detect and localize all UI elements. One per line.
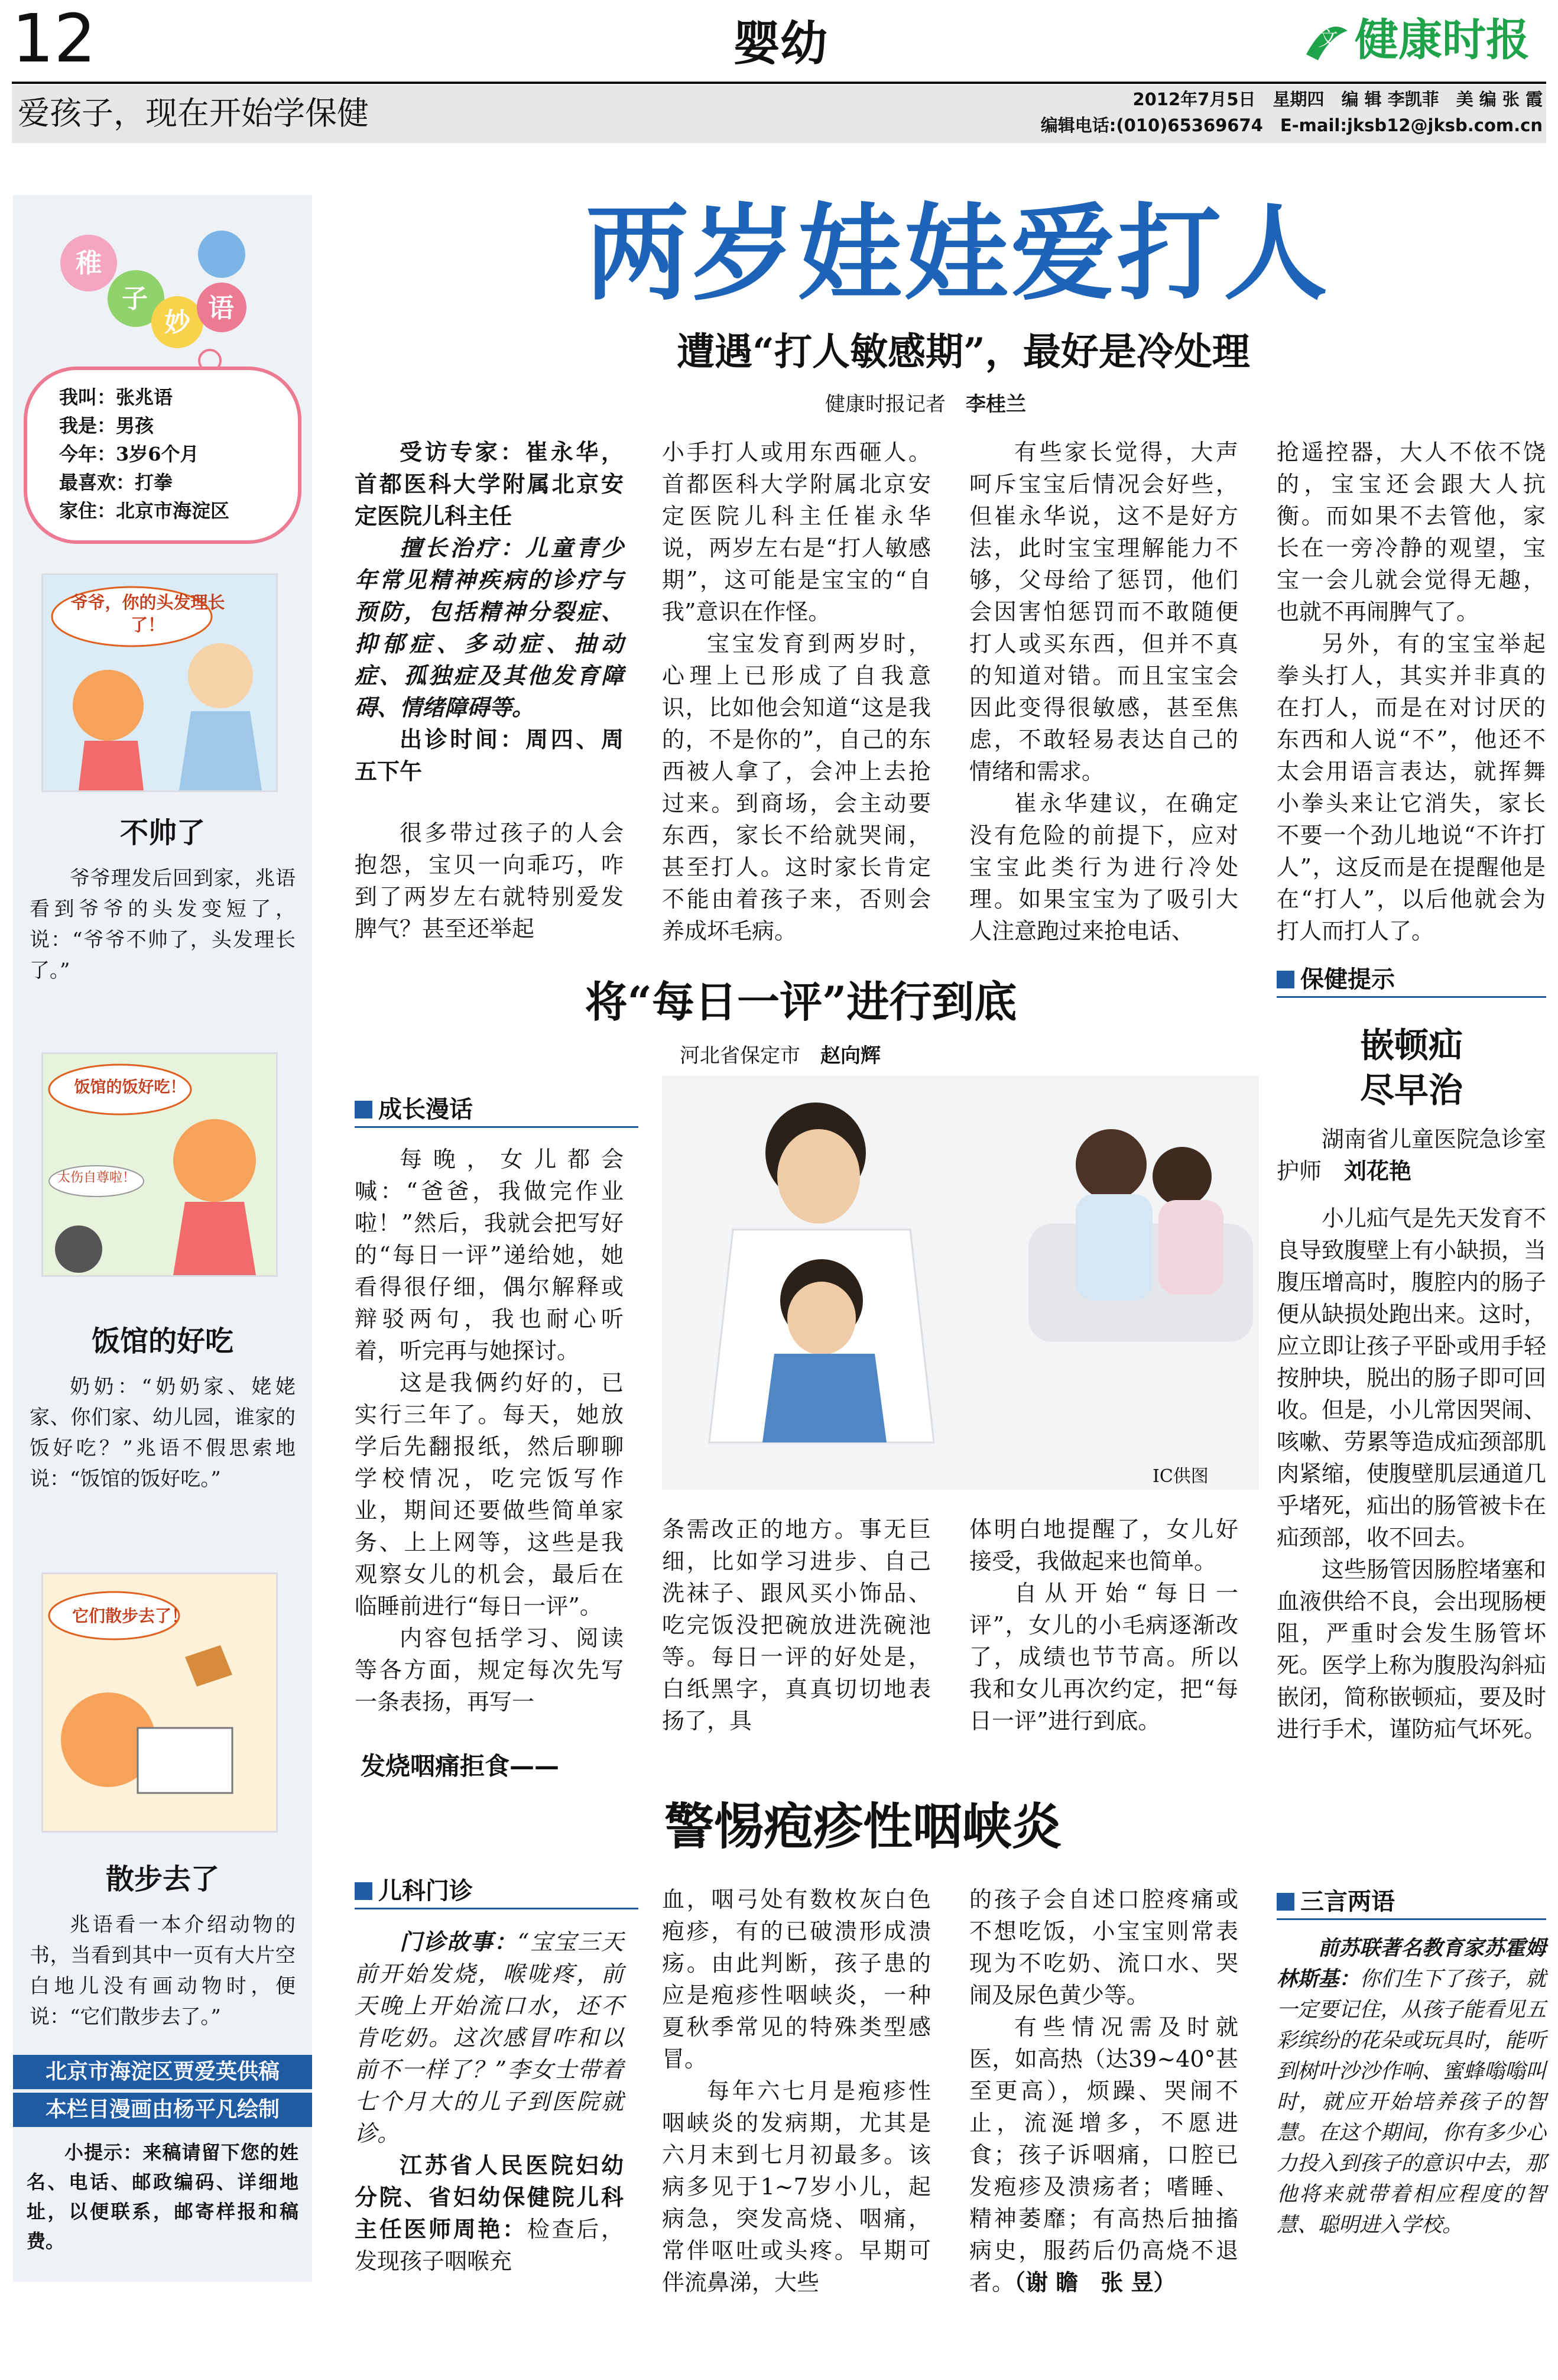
cartoon-title: 不帅了 [119, 816, 205, 849]
section-label: 成长漫话 [355, 1094, 638, 1128]
sidebar-logo [53, 219, 254, 384]
profile-line: 我是：男孩 [59, 414, 154, 437]
article-column [355, 1143, 624, 1718]
section-square-icon [1277, 971, 1294, 988]
paragraph: 有些家长觉得，大声呵斥宝宝后情况会好些，但崔永华说，这不是好方法，此时宝宝理解能力不够，父母给了惩罚，他们会因害怕惩罚而不敢随便打人或买东西，但并不真的知道对错。而且宝宝会因此变得很敏感，甚至焦虑，不敢轻易表达自己的情绪和需求。 [969, 439, 1238, 784]
page-number: 12 [12, 1, 96, 77]
expert-info: 受访专家：崔永华，首都医科大学附属北京安定医院儿科主任 [355, 439, 624, 529]
newspaper-logo [1300, 13, 1549, 67]
cartoon-title: 散步去了 [105, 1863, 219, 1896]
cartoon-bubble: 爷爷，你的头发理长了！ [70, 592, 225, 635]
profile-line: 家住：北京市海淀区 [59, 500, 230, 522]
byline [680, 1042, 881, 1070]
article-column [355, 436, 624, 945]
byline-label: 健康时报记者 [825, 393, 946, 416]
family-reading-photo-icon [662, 1076, 1259, 1490]
section-label: 三言两语 [1277, 1886, 1546, 1920]
paragraph: 小儿疝气是先天发育不良导致腹壁上有小缺损，当腹压增高时，腹腔内的肠子便从缺损处跑出来。这时，应立即让孩子平卧或用手轻按肿块，脱出的肠子即可回收。但是，小儿常因哭闹、咳嗽、劳累等造成疝颈部肌肉紧缩，使腹壁肌层通道几乎堵死，疝出的肠管被卡在疝颈部，收不回去。 [1277, 1205, 1547, 1551]
cartoon-bubble: 它们散步去了！ [72, 1606, 188, 1626]
cartoon-caption: 兆语看一本介绍动物的书，当看到其中一页有大片空白地儿没有画动物时，便说：“它们散步去了。” [30, 1913, 296, 2029]
logo-char-3: 妙 [164, 307, 190, 338]
paragraph: 崔永华建议，在确定没有危险的前提下，应对宝宝此类行为进行冷处理。如果宝宝为了吸引大人注意跑过来抢电话、 [969, 790, 1238, 944]
article-column [662, 1883, 931, 2298]
article-title: 将“每日一评”进行到底 [585, 977, 1017, 1027]
slogan: 爱孩子，现在开始学保健 [18, 95, 369, 132]
paragraph: 宝宝发育到两岁时，心理上已形成了自我意识，比如他会知道“这是我的，不是你的”，自己的东西被人拿了，会冲上去抢过来。到商场，会主动要东西，家长不给就哭闹，甚至打人。这时家长肯定不能由着孩子来，否则会养成坏毛病。 [662, 631, 931, 944]
paragraph: 江苏省人民医院妇幼分院、省妇幼保健院儿科主任医师周艳：检查后，发现孩子咽喉充 [355, 2152, 624, 2274]
article-photo [662, 1076, 1259, 1490]
section-square-icon [355, 1101, 372, 1118]
paragraph: 自从开始“每日一评”，女儿的小毛病逐渐改了，成绩也节节高。所以我和女儿再次约定，把“每日一评”进行到底。 [969, 1580, 1238, 1734]
byline-name: 李桂兰 [966, 393, 1026, 416]
paragraph: 内容包括学习、阅读等各方面，规定每次先写一条表扬，再写一 [355, 1625, 624, 1715]
credit-bar: 本栏目漫画由杨平凡绘制 [13, 2093, 312, 2127]
logo-char-1: 稚 [76, 248, 102, 278]
paragraph: 有些情况需及时就医，如高热（达39~40°甚至更高），烦躁、哭闹不止，流涎增多，不愿进食；孩子诉咽痛，口腔已发疱疹及溃疡者；嗜睡、精神萎靡；有高热后抽搐病史，服药后仍高烧不退者。（谢 瞻 张 昱） [969, 2014, 1238, 2295]
byline: 湖南省儿童医院急诊室护师 刘花艳 [1277, 1126, 1547, 1184]
article-column [355, 1926, 624, 2277]
section-title: 婴幼 [733, 16, 827, 71]
cartoon-bubble-small: 太伤自尊啦！ [57, 1170, 135, 1185]
section-label: 保健提示 [1277, 964, 1546, 998]
paragraph: 每晚，女儿都会喊：“爸爸，我做完作业啦！”然后，我就会把写好的“每日一评”递给她，她看得很仔细，偶尔解释或辩驳两句，我也耐心听着，听完再与她探讨。 [355, 1146, 624, 1364]
cartoon-caption: 奶奶：“奶奶家、姥姥家、你们家、幼儿园，谁家的饭好吃？”兆语不假思索地说：“饭馆的饭好吃。” [30, 1375, 296, 1491]
tip-title-line: 尽早治 [1359, 1070, 1463, 1110]
contact-line: 编辑电话:(010)65369674 E-mail:jksb12@jksb.com.cn [1040, 115, 1543, 135]
section-square-icon [355, 1882, 372, 1900]
logo-emblem-icon [1300, 13, 1353, 66]
section-label: 儿科门诊 [355, 1875, 638, 1909]
header-rule [12, 82, 1546, 84]
paragraph: 的孩子会自述口腔疼痛或不想吃饭，小宝宝则常表现为不吃奶、流口水、哭闹及尿色黄少等。 [969, 1886, 1238, 2008]
paragraph: 体明白地提醒了，女儿好接受，我做起来也简单。 [969, 1516, 1238, 1574]
logo-text: 健康时报 [1355, 15, 1530, 66]
cartoon-title: 饭馆的好吃 [91, 1325, 233, 1358]
photo-credit: IC供图 [1153, 1466, 1209, 1487]
paragraph: 血，咽弓处有数枚灰白色疱疹，有的已破溃形成溃疡。由此判断，孩子患的应是疱疹性咽峡炎，一种夏秋季常见的特殊类型感冒。 [662, 1886, 931, 2072]
byline [825, 390, 1026, 419]
profile-line: 最喜欢：打拳 [59, 471, 173, 494]
submission-tip: 小提示：来稿请留下您的姓名、电话、邮政编码、详细地址，以便联系，邮寄样报和稿费。 [27, 2141, 298, 2252]
article-column [969, 1513, 1238, 1737]
headline: 两岁娃娃爱打人 [585, 193, 1330, 314]
clinic-info: 出诊时间：周四、周五下午 [355, 726, 624, 784]
article-column [1277, 1123, 1546, 1745]
byline-name: 赵向辉 [820, 1044, 881, 1068]
profile-list [59, 383, 296, 525]
article-kicker: 发烧咽痛拒食—— [361, 1752, 560, 1781]
kids-say-logo-icon [53, 219, 254, 384]
tip-title [1277, 1023, 1546, 1113]
paragraph: 每年六七月是疱疹性咽峡炎的发病期，尤其是六月末到七月初最多。该病多见于1~7岁小儿，起病急，突发高烧、咽痛，常伴呕吐或头疼。早期可伴流鼻涕，大些 [662, 2078, 931, 2295]
article-column [1277, 1933, 1546, 2240]
subheadline: 遭遇“打人敏感期”，最好是冷处理 [677, 330, 1250, 374]
paragraph: 小手打人或用东西砸人。首都医科大学附属北京安定医院儿科主任崔永华说，两岁左右是“打人敏感期”，这可能是宝宝的“自我”意识在作怪。 [662, 439, 931, 625]
section-square-icon [1277, 1893, 1294, 1911]
byline-label: 河北省保定市 [680, 1044, 800, 1068]
logo-char-4: 语 [208, 293, 234, 323]
cartoon-caption: 爷爷理发后回到家，兆语看到爷爷的头发变短了，说：“爷爷不帅了，头发理长了。” [30, 867, 296, 983]
profile-line: 我叫：张兆语 [59, 386, 173, 408]
paragraph: 另外，有的宝宝举起拳头打人，其实并非真的在打人，而是在对讨厌的东西和人说“不”，他还不太会用语言表达，就挥舞小拳头来让它消失，家长不要一个劲儿地说“不许打人”，这反而是在提醒他是在“打人”，以后他就会为打人而打人了。 [1277, 631, 1546, 944]
profile-line: 今年：3岁6个月 [59, 443, 199, 465]
quote: 前苏联著名教育家苏霍姆林斯基：你们生下了孩子，就一定要记住，从孩子能看见五彩缤纷的花朵或玩具时，能听到树叶沙沙作响、蜜蜂嗡嗡叫时，就应开始培养孩子的智慧。在这个期间，你有多少心力投入到孩子的意识中去，那他将来就带着相应程度的智慧、聪明进入学校。 [1277, 1936, 1546, 2237]
article-title: 警惕疱疹性咽峡炎 [664, 1797, 1062, 1856]
paragraph: 这些肠管因肠腔堵塞和血液供给不良，会出现肠梗阻，严重时会发生肠管坏死。医学上称为腹股沟斜疝嵌闭，简称嵌顿疝，要及时进行手术，谨防疝气坏死。 [1277, 1557, 1547, 1742]
paragraph: 很多带过孩子的人会抱怨，宝贝一向乖巧，咋到了两岁左右就特别爱发脾气？甚至还举起 [355, 820, 624, 942]
article-column [662, 1513, 931, 1737]
cartoon-bubble: 饭馆的饭好吃！ [74, 1078, 186, 1097]
article-column [662, 436, 931, 947]
article-column [969, 436, 1238, 947]
paragraph: 这是我俩约好的，已实行三年了。每天，她放学后先翻报纸，然后聊聊学校情况，吃完饭写作业，期间还要做些简单家务、上上网等，这些是我观察女儿的机会，最后在临睡前进行“每日一评”。 [355, 1370, 624, 1619]
paragraph: 条需改正的地方。事无巨细，比如学习进步、自己洗袜子、跟风买小饰品、吃完饭没把碗放进洗碗池等。每日一评的好处是，白纸黑字，真真切切地表扬了，具 [662, 1516, 931, 1734]
tip-title-line: 嵌顿疝 [1359, 1025, 1463, 1065]
svg-text:文: 文 [1318, 27, 1338, 51]
article-column [969, 1883, 1238, 2298]
paragraph: 门诊故事：“宝宝三天前开始发烧，喉咙疼，前天晚上开始流口水，还不肯吃奶。这次感冒咋和以前不一样了？”李女士带着七个月大的儿子到医院就诊。 [355, 1928, 624, 2146]
logo-char-2: 子 [122, 284, 148, 314]
paragraph: 抢遥控器，大人不依不饶的，宝宝还会跟大人抗衡。而如果不去管他，家长在一旁冷静的观望，宝宝一会儿就会觉得无趣，也就不再闹脾气了。 [1277, 439, 1546, 625]
date-line: 2012年7月5日 星期四 编 辑 李凯菲 美 编 张 霞 [1132, 89, 1543, 109]
credit-bar: 北京市海淀区贾爱英供稿 [13, 2055, 312, 2089]
specialty-info: 擅长治疗：儿童青少年常见精神疾病的诊疗与预防，包括精神分裂症、抑郁症、多动症、抽动症、孤独症及其他发育障碍、情绪障碍等。 [355, 534, 624, 721]
article-column [1277, 436, 1546, 947]
